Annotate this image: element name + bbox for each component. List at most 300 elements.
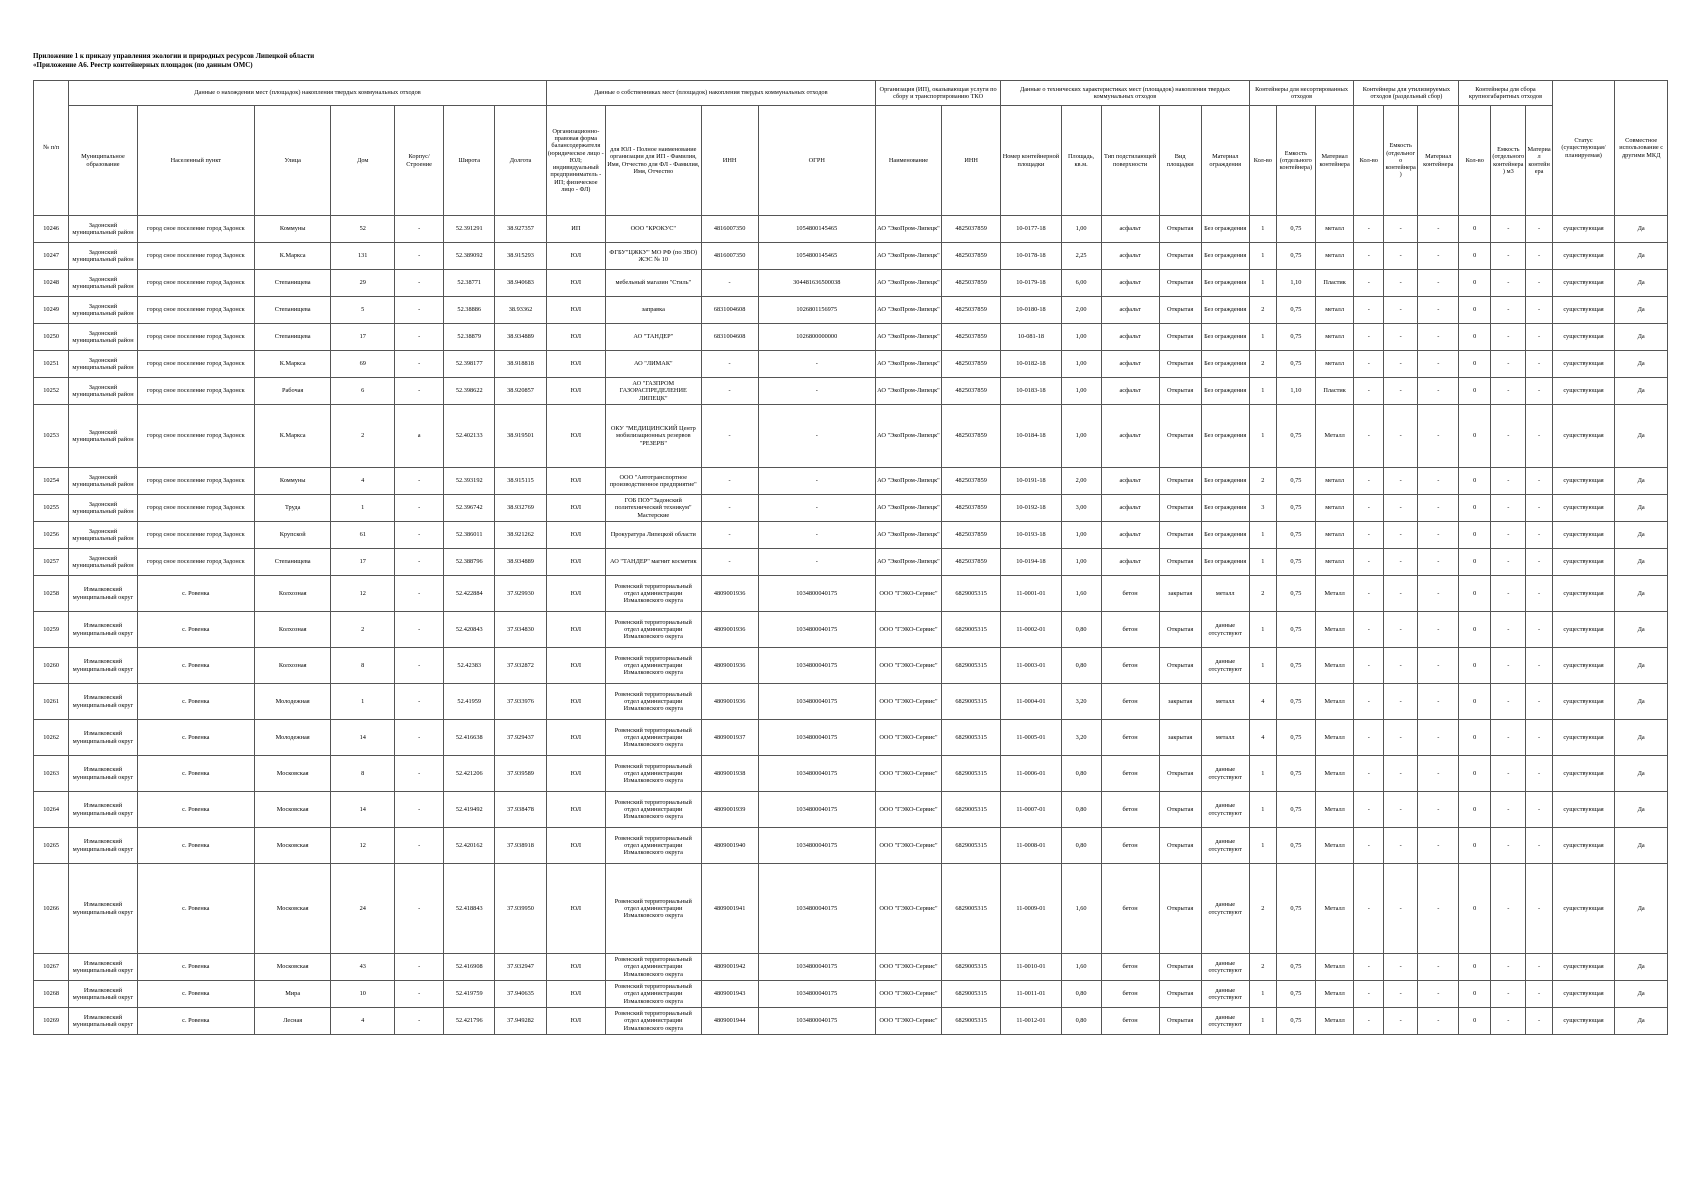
col-bulky-capacity: Емкость (отдельного контейнера) м3	[1491, 106, 1526, 216]
cell-shared: Да	[1615, 576, 1668, 612]
cell-owner: Ровенский территориальный отдел администрации Измалковского округа	[605, 720, 701, 756]
cell-num: 10246	[34, 216, 69, 243]
cell-bulky-qty: 0	[1459, 864, 1491, 954]
cell-surface: бетон	[1101, 954, 1159, 981]
cell-lon: 38.921262	[495, 522, 546, 549]
cell-legal-form: ЮЛ	[546, 648, 605, 684]
cell-site-no: 11-0004-01	[1001, 684, 1061, 720]
cell-owner: заправка	[605, 297, 701, 324]
col-operator-inn: ИНН	[942, 106, 1001, 216]
cell-street: Московская	[255, 792, 331, 828]
cell-operator-name: ООО "ГЭКО-Сервис"	[875, 1008, 941, 1035]
cell-street: Московская	[255, 954, 331, 981]
cell-street: К.Маркса	[255, 405, 331, 468]
cell-operator-name: ООО "ГЭКО-Сервис"	[875, 612, 941, 648]
cell-status: существующая	[1552, 522, 1615, 549]
cell-separate-material: -	[1418, 684, 1459, 720]
cell-unsorted-capacity: 0,75	[1277, 756, 1316, 792]
col-building: Корпус/Строение	[395, 106, 444, 216]
group-unsorted: Контейнеры для несортированных отходов	[1249, 81, 1354, 106]
cell-num: 10269	[34, 1008, 69, 1035]
cell-separate-material: -	[1418, 756, 1459, 792]
cell-area: 3,20	[1061, 684, 1101, 720]
col-unsorted-material: Материал контейнера	[1315, 106, 1354, 216]
cell-house: 4	[331, 468, 395, 495]
cell-site-type: Открытая	[1159, 648, 1201, 684]
cell-unsorted-capacity: 0,75	[1277, 612, 1316, 648]
cell-separate-qty: -	[1354, 216, 1384, 243]
cell-owner: ООО "КРОКУС"	[605, 216, 701, 243]
cell-fence: Без ограждения	[1201, 495, 1249, 522]
cell-bulky-capacity: -	[1491, 270, 1526, 297]
cell-unsorted-material: Пластик	[1315, 378, 1354, 405]
cell-building: -	[395, 981, 444, 1008]
cell-site-no: 11-0012-01	[1001, 1008, 1061, 1035]
cell-site-type: Открытая	[1159, 495, 1201, 522]
cell-unsorted-material: Металл	[1315, 864, 1354, 954]
cell-ogrn: 1034800040175	[758, 828, 875, 864]
cell-separate-qty: -	[1354, 522, 1384, 549]
cell-unsorted-qty: 1	[1249, 243, 1276, 270]
table-row	[34, 792, 1668, 828]
heading-line-2: «Приложение А6. Реестр контейнерных площадок (по данным ОМС)	[33, 61, 253, 69]
cell-fence: данные отсутствуют	[1201, 792, 1249, 828]
cell-num: 10268	[34, 981, 69, 1008]
cell-bulky-capacity: -	[1491, 612, 1526, 648]
cell-separate-qty: -	[1354, 648, 1384, 684]
cell-unsorted-capacity: 0,75	[1277, 297, 1316, 324]
cell-site-type: Открытая	[1159, 297, 1201, 324]
cell-lon: 37.929930	[495, 576, 546, 612]
cell-lon: 37.932947	[495, 954, 546, 981]
cell-owner: Прокуратура Липецкой области	[605, 522, 701, 549]
cell-separate-capacity: -	[1384, 351, 1418, 378]
col-operator-name: Наименование	[875, 106, 941, 216]
cell-area: 1,00	[1061, 216, 1101, 243]
cell-shared: Да	[1615, 468, 1668, 495]
cell-municipality: Задонский муниципальный район	[69, 522, 137, 549]
cell-inn: -	[701, 378, 758, 405]
cell-unsorted-qty: 1	[1249, 324, 1276, 351]
cell-municipality: Измалковский муниципальный округ	[69, 792, 137, 828]
cell-area: 0,80	[1061, 792, 1101, 828]
cell-separate-qty: -	[1354, 405, 1384, 468]
cell-lat: 52.391291	[444, 216, 495, 243]
cell-owner: Ровенский территориальный отдел администрации Измалковского округа	[605, 684, 701, 720]
cell-separate-material: -	[1418, 981, 1459, 1008]
cell-owner: АО "ТАНДЕР"	[605, 324, 701, 351]
table-row	[34, 576, 1668, 612]
cell-fence: Без ограждения	[1201, 324, 1249, 351]
cell-owner: Ровенский территориальный отдел администрации Измалковского округа	[605, 954, 701, 981]
cell-legal-form: ЮЛ	[546, 828, 605, 864]
col-surface: Тип подстилающей поверхности	[1101, 106, 1159, 216]
cell-ogrn: -	[758, 495, 875, 522]
cell-num: 10260	[34, 648, 69, 684]
cell-inn: 4809001940	[701, 828, 758, 864]
cell-settlement: с. Ровенка	[137, 864, 254, 954]
cell-operator-inn: 4825037859	[942, 405, 1001, 468]
cell-municipality: Задонский муниципальный район	[69, 297, 137, 324]
cell-ogrn: -	[758, 351, 875, 378]
cell-surface: асфальт	[1101, 351, 1159, 378]
cell-fence: Без ограждения	[1201, 351, 1249, 378]
cell-separate-material: -	[1418, 468, 1459, 495]
cell-ogrn: 1026800000000	[758, 324, 875, 351]
cell-surface: асфальт	[1101, 324, 1159, 351]
cell-ogrn: 1034800040175	[758, 954, 875, 981]
cell-area: 1,60	[1061, 576, 1101, 612]
cell-operator-name: ООО "ГЭКО-Сервис"	[875, 756, 941, 792]
cell-bulky-capacity: -	[1491, 648, 1526, 684]
cell-site-type: Открытая	[1159, 864, 1201, 954]
cell-inn: 4809001936	[701, 612, 758, 648]
cell-site-type: Открытая	[1159, 216, 1201, 243]
cell-unsorted-qty: 1	[1249, 792, 1276, 828]
cell-municipality: Задонский муниципальный район	[69, 216, 137, 243]
cell-building: -	[395, 351, 444, 378]
cell-ogrn: 1034800040175	[758, 576, 875, 612]
cell-surface: бетон	[1101, 864, 1159, 954]
cell-street: Степанищева	[255, 270, 331, 297]
cell-settlement: город сное поселение город Задонск	[137, 549, 254, 576]
cell-street: Степанищева	[255, 549, 331, 576]
cell-site-type: Открытая	[1159, 981, 1201, 1008]
cell-separate-material: -	[1418, 378, 1459, 405]
cell-building: -	[395, 243, 444, 270]
cell-inn: 4809001936	[701, 648, 758, 684]
table-row	[34, 468, 1668, 495]
cell-operator-name: АО "ЭкоПром-Липецк"	[875, 468, 941, 495]
cell-unsorted-qty: 1	[1249, 648, 1276, 684]
cell-unsorted-capacity: 1,10	[1277, 378, 1316, 405]
cell-separate-capacity: -	[1384, 954, 1418, 981]
cell-legal-form: ЮЛ	[546, 954, 605, 981]
cell-operator-inn: 6829005315	[942, 1008, 1001, 1035]
cell-area: 1,00	[1061, 522, 1101, 549]
cell-unsorted-qty: 2	[1249, 576, 1276, 612]
cell-site-type: Открытая	[1159, 828, 1201, 864]
cell-settlement: с. Ровенка	[137, 981, 254, 1008]
cell-operator-inn: 4825037859	[942, 270, 1001, 297]
cell-separate-capacity: -	[1384, 612, 1418, 648]
col-municipality: Муниципальное образование	[69, 106, 137, 216]
cell-bulky-qty: 0	[1459, 954, 1491, 981]
cell-ogrn: 1034800040175	[758, 792, 875, 828]
cell-unsorted-capacity: 0,75	[1277, 216, 1316, 243]
cell-owner: Ровенский территориальный отдел администрации Измалковского округа	[605, 576, 701, 612]
container-sites-registry-table	[33, 80, 1668, 1035]
cell-lon: 37.938478	[495, 792, 546, 828]
cell-site-no: 11-0002-01	[1001, 612, 1061, 648]
cell-separate-capacity: -	[1384, 378, 1418, 405]
cell-street: Московская	[255, 864, 331, 954]
cell-lat: 52.396742	[444, 495, 495, 522]
cell-bulky-qty: 0	[1459, 405, 1491, 468]
cell-bulky-qty: 0	[1459, 297, 1491, 324]
cell-shared: Да	[1615, 243, 1668, 270]
cell-street: Крупской	[255, 522, 331, 549]
cell-bulky-qty: 0	[1459, 981, 1491, 1008]
cell-settlement: с. Ровенка	[137, 684, 254, 720]
cell-num: 10252	[34, 378, 69, 405]
cell-inn: 4809001939	[701, 792, 758, 828]
cell-operator-name: ООО "ГЭКО-Сервис"	[875, 648, 941, 684]
cell-surface: бетон	[1101, 648, 1159, 684]
cell-bulky-capacity: -	[1491, 1008, 1526, 1035]
cell-house: 17	[331, 324, 395, 351]
cell-operator-name: АО "ЭкоПром-Липецк"	[875, 405, 941, 468]
table-row	[34, 270, 1668, 297]
cell-bulky-material: -	[1526, 351, 1552, 378]
cell-status: существующая	[1552, 981, 1615, 1008]
cell-settlement: город сное поселение город Задонск	[137, 243, 254, 270]
cell-separate-qty: -	[1354, 270, 1384, 297]
cell-municipality: Задонский муниципальный район	[69, 324, 137, 351]
cell-street: Коммуны	[255, 216, 331, 243]
cell-building: -	[395, 864, 444, 954]
cell-separate-capacity: -	[1384, 243, 1418, 270]
cell-bulky-capacity: -	[1491, 954, 1526, 981]
cell-owner: Ровенский территориальный отдел администрации Измалковского округа	[605, 648, 701, 684]
cell-site-type: Открытая	[1159, 351, 1201, 378]
cell-building: -	[395, 495, 444, 522]
table-row	[34, 522, 1668, 549]
table-row	[34, 954, 1668, 981]
cell-building: -	[395, 684, 444, 720]
cell-operator-inn: 6829005315	[942, 612, 1001, 648]
cell-operator-name: АО "ЭкоПром-Липецк"	[875, 495, 941, 522]
cell-num: 10248	[34, 270, 69, 297]
heading-line-1: Приложение 1 к приказу управления экологии и природных ресурсов Липецкой области	[33, 52, 315, 60]
cell-street: Московская	[255, 756, 331, 792]
cell-separate-material: -	[1418, 720, 1459, 756]
cell-building: -	[395, 324, 444, 351]
cell-operator-name: ООО "ГЭКО-Сервис"	[875, 828, 941, 864]
cell-site-no: 10-0192-18	[1001, 495, 1061, 522]
cell-lat: 52.402133	[444, 405, 495, 468]
cell-separate-qty: -	[1354, 297, 1384, 324]
cell-unsorted-material: Металл	[1315, 981, 1354, 1008]
cell-municipality: Задонский муниципальный район	[69, 549, 137, 576]
cell-ogrn: 1034800040175	[758, 684, 875, 720]
cell-lon: 37.949282	[495, 1008, 546, 1035]
cell-surface: бетон	[1101, 792, 1159, 828]
group-separate: Контейнеры для утилизируемых отходов (раздельный сбор)	[1354, 81, 1459, 106]
cell-bulky-qty: 0	[1459, 720, 1491, 756]
cell-lon: 37.929437	[495, 720, 546, 756]
cell-unsorted-material: металл	[1315, 243, 1354, 270]
cell-bulky-qty: 0	[1459, 549, 1491, 576]
cell-house: 24	[331, 864, 395, 954]
cell-separate-qty: -	[1354, 954, 1384, 981]
cell-area: 1,00	[1061, 405, 1101, 468]
cell-unsorted-qty: 2	[1249, 297, 1276, 324]
col-shared: Совместное использование с другими МКД	[1615, 81, 1668, 216]
cell-operator-name: ООО "ГЭКО-Сервис"	[875, 864, 941, 954]
cell-bulky-capacity: -	[1491, 495, 1526, 522]
cell-unsorted-qty: 1	[1249, 405, 1276, 468]
cell-municipality: Измалковский муниципальный округ	[69, 1008, 137, 1035]
table-row	[34, 405, 1668, 468]
cell-area: 2,00	[1061, 297, 1101, 324]
cell-house: 5	[331, 297, 395, 324]
cell-separate-material: -	[1418, 828, 1459, 864]
cell-unsorted-material: металл	[1315, 468, 1354, 495]
cell-inn: 6831004608	[701, 297, 758, 324]
cell-status: существующая	[1552, 378, 1615, 405]
cell-status: существующая	[1552, 297, 1615, 324]
cell-bulky-material: -	[1526, 495, 1552, 522]
cell-owner: ГОБ ПОУ"Задонский политехнический техникум" Мастерские	[605, 495, 701, 522]
cell-separate-capacity: -	[1384, 522, 1418, 549]
cell-lat: 52.38771	[444, 270, 495, 297]
cell-inn: 4809001938	[701, 756, 758, 792]
cell-operator-name: АО "ЭкоПром-Липецк"	[875, 243, 941, 270]
cell-unsorted-material: металл	[1315, 549, 1354, 576]
cell-municipality: Задонский муниципальный район	[69, 243, 137, 270]
cell-fence: данные отсутствуют	[1201, 864, 1249, 954]
cell-bulky-qty: 0	[1459, 495, 1491, 522]
cell-operator-name: АО "ЭкоПром-Липецк"	[875, 549, 941, 576]
cell-site-no: 10-0177-18	[1001, 216, 1061, 243]
cell-separate-capacity: -	[1384, 828, 1418, 864]
cell-status: существующая	[1552, 216, 1615, 243]
cell-legal-form: ЮЛ	[546, 522, 605, 549]
cell-building: -	[395, 954, 444, 981]
cell-ogrn: -	[758, 549, 875, 576]
cell-separate-qty: -	[1354, 243, 1384, 270]
cell-lon: 37.932872	[495, 648, 546, 684]
cell-municipality: Измалковский муниципальный округ	[69, 612, 137, 648]
col-site-no: Номер контейнерной площадки	[1001, 106, 1061, 216]
cell-fence: Без ограждения	[1201, 468, 1249, 495]
cell-municipality: Измалковский муниципальный округ	[69, 981, 137, 1008]
cell-surface: асфальт	[1101, 270, 1159, 297]
cell-bulky-capacity: -	[1491, 756, 1526, 792]
cell-shared: Да	[1615, 324, 1668, 351]
cell-lat: 52.416638	[444, 720, 495, 756]
cell-lat: 52.389092	[444, 243, 495, 270]
cell-inn: 4809001941	[701, 864, 758, 954]
cell-inn: -	[701, 405, 758, 468]
cell-street: Колхозная	[255, 576, 331, 612]
cell-unsorted-capacity: 0,75	[1277, 243, 1316, 270]
cell-bulky-capacity: -	[1491, 351, 1526, 378]
cell-unsorted-qty: 1	[1249, 216, 1276, 243]
cell-bulky-capacity: -	[1491, 981, 1526, 1008]
cell-num: 10266	[34, 864, 69, 954]
cell-lon: 37.938918	[495, 828, 546, 864]
cell-num: 10250	[34, 324, 69, 351]
cell-bulky-material: -	[1526, 864, 1552, 954]
cell-shared: Да	[1615, 1008, 1668, 1035]
cell-operator-name: ООО "ГЭКО-Сервис"	[875, 981, 941, 1008]
group-tech: Данные о технических характеристиках мест (площадок) накопления твердых коммунальных отходов	[1001, 81, 1249, 106]
cell-settlement: с. Ровенка	[137, 828, 254, 864]
cell-bulky-capacity: -	[1491, 792, 1526, 828]
cell-site-type: Открытая	[1159, 756, 1201, 792]
cell-ogrn: 1026801156975	[758, 297, 875, 324]
cell-lat: 52.418843	[444, 864, 495, 954]
cell-site-no: 10-0180-18	[1001, 297, 1061, 324]
cell-shared: Да	[1615, 954, 1668, 981]
cell-bulky-qty: 0	[1459, 243, 1491, 270]
cell-num: 10259	[34, 612, 69, 648]
cell-street: Лесная	[255, 1008, 331, 1035]
cell-house: 14	[331, 792, 395, 828]
cell-unsorted-qty: 1	[1249, 828, 1276, 864]
cell-shared: Да	[1615, 756, 1668, 792]
cell-separate-capacity: -	[1384, 405, 1418, 468]
cell-unsorted-material: Металл	[1315, 792, 1354, 828]
cell-fence: Без ограждения	[1201, 297, 1249, 324]
cell-num: 10254	[34, 468, 69, 495]
cell-lon: 37.939950	[495, 864, 546, 954]
cell-ogrn: 304481636500038	[758, 270, 875, 297]
cell-ogrn: -	[758, 405, 875, 468]
cell-legal-form: ЮЛ	[546, 324, 605, 351]
cell-separate-capacity: -	[1384, 324, 1418, 351]
cell-bulky-capacity: -	[1491, 864, 1526, 954]
table-row	[34, 378, 1668, 405]
cell-ogrn: 1034800040175	[758, 648, 875, 684]
cell-shared: Да	[1615, 828, 1668, 864]
cell-site-no: 11-0010-01	[1001, 954, 1061, 981]
cell-area: 3,20	[1061, 720, 1101, 756]
cell-separate-capacity: -	[1384, 468, 1418, 495]
cell-lat: 52.38886	[444, 297, 495, 324]
cell-separate-capacity: -	[1384, 756, 1418, 792]
cell-legal-form: ЮЛ	[546, 684, 605, 720]
cell-site-no: 11-0005-01	[1001, 720, 1061, 756]
cell-house: 6	[331, 378, 395, 405]
cell-operator-inn: 6829005315	[942, 864, 1001, 954]
cell-fence: данные отсутствуют	[1201, 1008, 1249, 1035]
cell-separate-material: -	[1418, 270, 1459, 297]
cell-shared: Да	[1615, 864, 1668, 954]
cell-owner: ФГБУ"ЦЖКУ" МО РФ (по ЗВО) ЖЭС № 10	[605, 243, 701, 270]
cell-site-no: 10-0178-18	[1001, 243, 1061, 270]
cell-area: 1,00	[1061, 324, 1101, 351]
cell-inn: 4816007350	[701, 216, 758, 243]
cell-surface: бетон	[1101, 684, 1159, 720]
cell-separate-capacity: -	[1384, 981, 1418, 1008]
cell-operator-name: АО "ЭкоПром-Липецк"	[875, 324, 941, 351]
table-row	[34, 756, 1668, 792]
cell-status: существующая	[1552, 792, 1615, 828]
cell-inn: -	[701, 522, 758, 549]
cell-settlement: город сное поселение город Задонск	[137, 297, 254, 324]
cell-lon: 38.940683	[495, 270, 546, 297]
cell-bulky-capacity: -	[1491, 405, 1526, 468]
col-street: Улица	[255, 106, 331, 216]
cell-bulky-material: -	[1526, 549, 1552, 576]
cell-unsorted-qty: 1	[1249, 756, 1276, 792]
cell-unsorted-qty: 3	[1249, 495, 1276, 522]
cell-unsorted-material: металл	[1315, 324, 1354, 351]
cell-street: Молодежная	[255, 684, 331, 720]
cell-operator-name: ООО "ГЭКО-Сервис"	[875, 684, 941, 720]
cell-bulky-qty: 0	[1459, 1008, 1491, 1035]
cell-bulky-material: -	[1526, 216, 1552, 243]
cell-status: существующая	[1552, 720, 1615, 756]
cell-unsorted-material: Металл	[1315, 576, 1354, 612]
cell-surface: бетон	[1101, 756, 1159, 792]
cell-house: 8	[331, 756, 395, 792]
cell-bulky-capacity: -	[1491, 549, 1526, 576]
cell-bulky-material: -	[1526, 981, 1552, 1008]
